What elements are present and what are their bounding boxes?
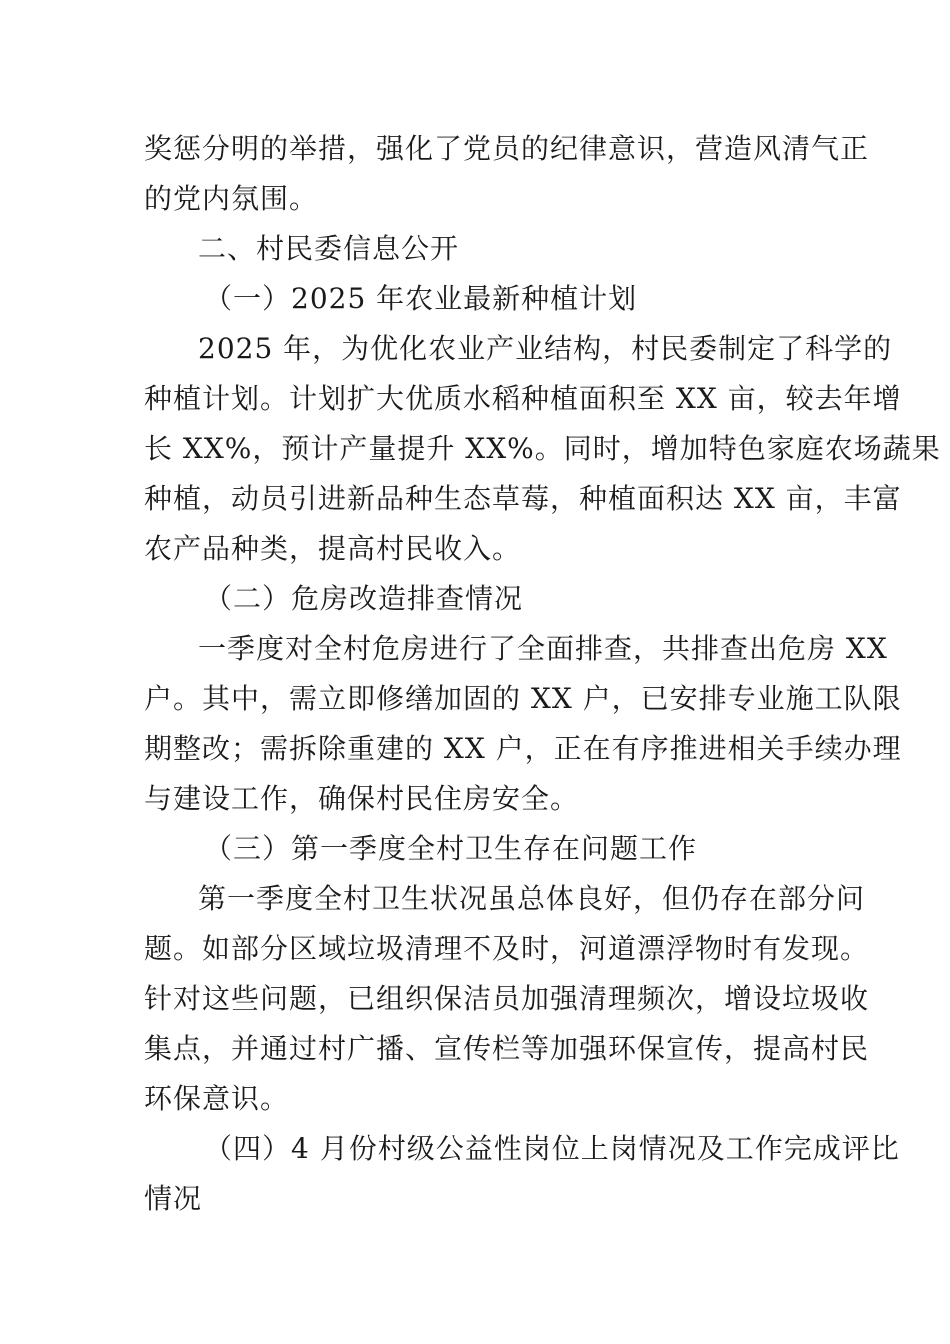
paragraph-line: 期整改；需拆除重建的 XX 户，正在有序推进相关手续办理 bbox=[144, 732, 902, 765]
paragraph-line: 2025 年，为优化农业产业结构，村民委制定了科学的 bbox=[198, 332, 893, 365]
document-body bbox=[144, 124, 941, 1224]
subsection-heading: （二）危房改造排查情况 bbox=[204, 582, 524, 615]
paragraph-line: 奖惩分明的举措，强化了党员的纪律意识，营造风清气正 bbox=[144, 132, 870, 165]
subsection-heading-continued: 情况 bbox=[144, 1182, 203, 1215]
paragraph-line: 针对这些问题，已组织保洁员加强清理频次，增设垃圾收 bbox=[144, 982, 870, 1015]
subsection-heading: （一）2025 年农业最新种植计划 bbox=[204, 282, 638, 315]
paragraph-line: 一季度对全村危房进行了全面排查，共排查出危房 XX bbox=[198, 632, 888, 665]
paragraph-line: 种植计划。计划扩大优质水稻种植面积至 XX 亩，较去年增 bbox=[144, 382, 902, 415]
paragraph-line: 题。如部分区域垃圾清理不及时，河道漂浮物时有发现。 bbox=[144, 932, 870, 965]
paragraph-line: 户。其中，需立即修缮加固的 XX 户，已安排专业施工队限 bbox=[144, 682, 902, 715]
paragraph-line: 第一季度全村卫生状况虽总体良好，但仍存在部分问 bbox=[198, 882, 866, 915]
paragraph-line: 长 XX%，预计产量提升 XX%。同时，增加特色家庭农场蔬果 bbox=[144, 432, 941, 465]
paragraph-line: 农产品种类，提高村民收入。 bbox=[144, 532, 522, 565]
paragraph-line: 种植，动员引进新品种生态草莓，种植面积达 XX 亩，丰富 bbox=[144, 482, 902, 515]
paragraph-line: 集点，并通过村广播、宣传栏等加强环保宣传，提高村民 bbox=[144, 1032, 870, 1065]
paragraph-line: 与建设工作，确保村民住房安全。 bbox=[144, 782, 580, 815]
paragraph-line: 环保意识。 bbox=[144, 1082, 290, 1115]
subsection-heading: （四）4 月份村级公益性岗位上岗情况及工作完成评比 bbox=[204, 1132, 900, 1165]
section-heading: 二、村民委信息公开 bbox=[198, 232, 460, 265]
subsection-heading: （三）第一季度全村卫生存在问题工作 bbox=[204, 832, 698, 865]
paragraph-line: 的党内氛围。 bbox=[144, 182, 319, 215]
